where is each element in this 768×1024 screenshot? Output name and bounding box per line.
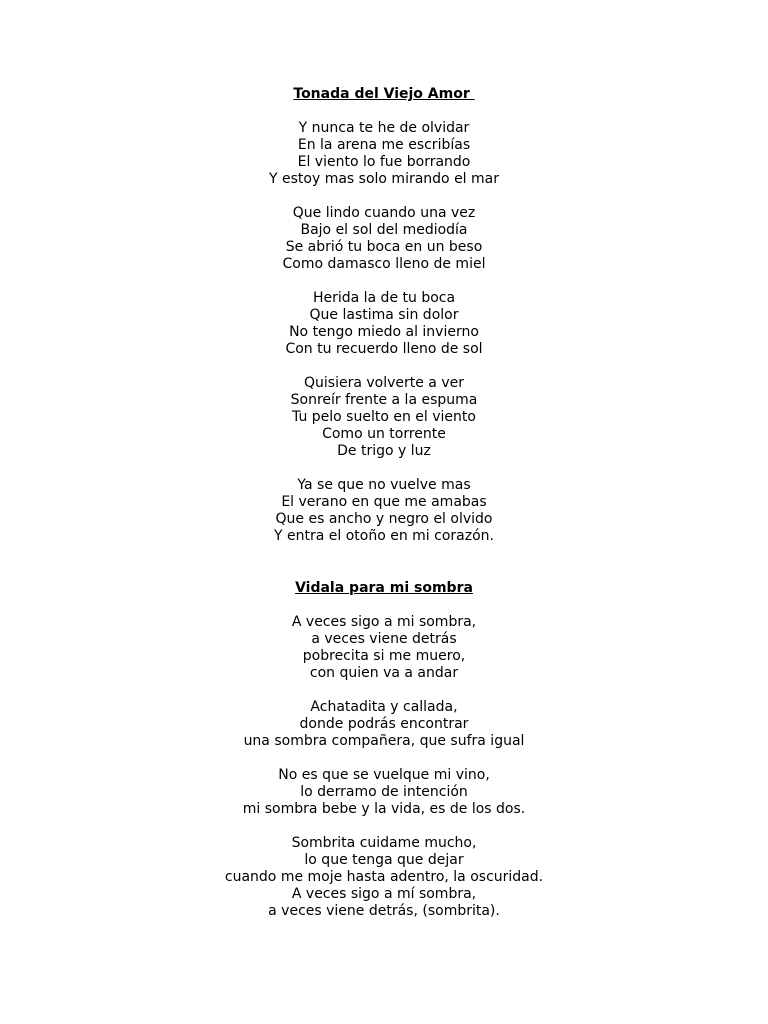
verse-line: Quisiera volverte a ver: [304, 375, 464, 391]
verse-line: Y estoy mas solo mirando el mar: [269, 171, 499, 187]
stanza: [0, 290, 768, 358]
verse-line: Tu pelo suelto en el viento: [292, 409, 476, 425]
verse-line: lo derramo de intención: [300, 784, 468, 800]
verse-line: Que lastima sin dolor: [309, 307, 459, 323]
verse-line: mi sombra bebe y la vida, es de los dos.: [242, 801, 526, 817]
verse-line: En la arena me escribías: [297, 137, 471, 153]
verse-line: una sombra compañera, que sufra igual: [243, 733, 525, 749]
verse-line: Se abrió tu boca en un beso: [285, 239, 483, 255]
stanza: [0, 614, 768, 682]
verse-line: Y entra el otoño en mi corazón.: [274, 528, 494, 544]
verse-line: Achatadita y callada,: [310, 699, 458, 715]
verse-line: Que lindo cuando una vez: [292, 205, 476, 221]
poem-title: Vidala para mi sombra: [295, 580, 473, 596]
poem-title: Tonada del Viejo Amor: [293, 86, 475, 102]
verse-line: No tengo miedo al invierno: [289, 324, 479, 340]
stanza: [0, 699, 768, 750]
stanza: [0, 205, 768, 273]
verse-line: Herida la de tu boca: [312, 290, 456, 306]
verse-line: Como un torrente: [322, 426, 446, 442]
verse-line: a veces viene detrás: [311, 631, 457, 647]
stanza: [0, 477, 768, 545]
verse-line: Como damasco lleno de miel: [282, 256, 486, 272]
stanza: [0, 767, 768, 818]
verse-line: Con tu recuerdo lleno de sol: [285, 341, 483, 357]
poem-tonada-del-viejo-amor: [0, 86, 768, 562]
poem-body: [0, 120, 768, 545]
verse-line: Bajo el sol del mediodía: [300, 222, 468, 238]
verse-line: A veces sigo a mi sombra,: [291, 614, 477, 630]
verse-line: De trigo y luz: [337, 443, 431, 459]
verse-line: El verano en que me amabas: [281, 494, 487, 510]
stanza: [0, 835, 768, 920]
verse-line: pobrecita si me muero,: [302, 648, 466, 664]
verse-line: No es que se vuelque mi vino,: [278, 767, 490, 783]
verse-line: a veces viene detrás, (sombrita).: [268, 903, 500, 919]
verse-line: cuando me moje hasta adentro, la oscuridad.: [224, 869, 544, 885]
verse-line: El viento lo fue borrando: [297, 154, 471, 170]
verse-line: con quien va a andar: [309, 665, 459, 681]
verse-line: A veces sigo a mí sombra,: [291, 886, 477, 902]
stanza: [0, 375, 768, 460]
verse-line: Que es ancho y negro el olvido: [275, 511, 493, 527]
poem-vidala-para-mi-sombra: [0, 580, 768, 937]
verse-line: Ya se que no vuelve mas: [297, 477, 471, 493]
verse-line: donde podrás encontrar: [299, 716, 469, 732]
verse-line: lo que tenga que dejar: [304, 852, 464, 868]
poem-body: [0, 614, 768, 920]
verse-line: Sombrita cuidame mucho,: [291, 835, 477, 851]
verse-line: Sonreír frente a la espuma: [290, 392, 478, 408]
verse-line: Y nunca te he de olvidar: [298, 120, 470, 136]
stanza: [0, 120, 768, 188]
